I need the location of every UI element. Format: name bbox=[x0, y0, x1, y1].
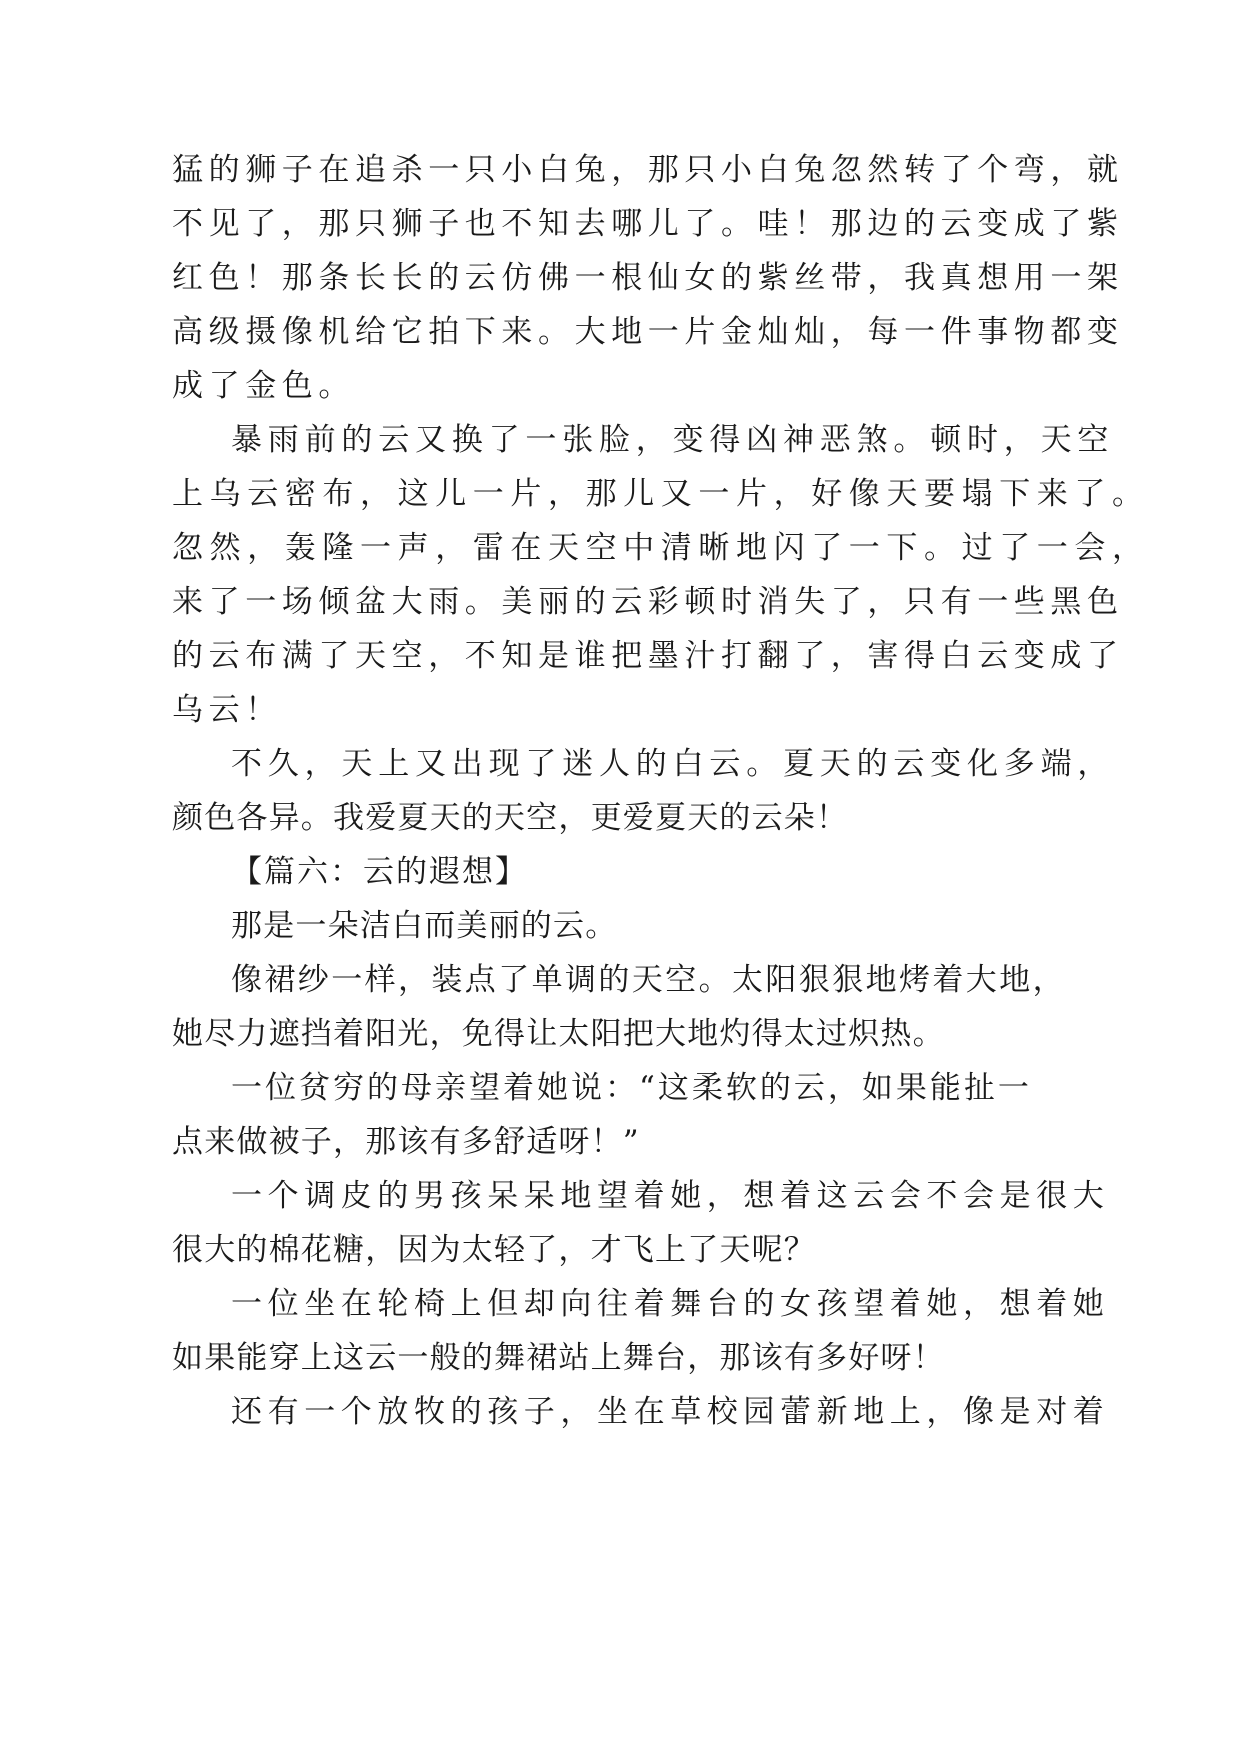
text-line: 颜色各异。我爱夏天的天空，更爱夏天的云朵！ bbox=[172, 800, 849, 836]
text-line: 乌云！ bbox=[172, 692, 282, 728]
text-line: 如果能穿上这云一般的舞裙站上舞台，那该有多好呀！ bbox=[172, 1340, 945, 1376]
text-line: 那是一朵洁白而美丽的云。 bbox=[231, 908, 618, 944]
text-line: 很大的棉花糖，因为太轻了，才飞上了天呢？ bbox=[172, 1232, 816, 1268]
text-line: 来了一场倾盆大雨。美丽的云彩顿时消失了，只有一些黑色 bbox=[172, 584, 1124, 620]
text-line: 猛的狮子在追杀一只小白兔，那只小白兔忽然转了个弯，就 bbox=[172, 152, 1124, 188]
text-line: 还有一个放牧的孩子，坐在草校园蕾新地上，像是对着 bbox=[231, 1394, 1110, 1430]
text-line: 上乌云密布，这儿一片，那儿又一片，好像天要塌下来了。 bbox=[172, 476, 1150, 512]
text-line: 像裙纱一样，装点了单调的天空。太阳狠狠地烤着大地， bbox=[231, 962, 1066, 998]
text-line: 暴雨前的云又换了一张脸，变得凶神恶煞。顿时，天空 bbox=[231, 422, 1115, 458]
text-line: 一位贫穷的母亲望着她说：“这柔软的云，如果能扯一 bbox=[231, 1070, 1032, 1106]
text-line: 一位坐在轮椅上但却向往着舞台的女孩望着她，想着她 bbox=[231, 1286, 1110, 1322]
text-line: 不久，天上又出现了迷人的白云。夏天的云变化多端， bbox=[231, 746, 1115, 782]
text-line: 一个调皮的男孩呆呆地望着她，想着这云会不会是很大 bbox=[231, 1178, 1110, 1214]
text-line: 成了金色。 bbox=[172, 368, 355, 404]
text-line: 忽然，轰隆一声，雷在天空中清晰地闪了一下。过了一会， bbox=[172, 530, 1150, 566]
text-line: 点来做被子，那该有多舒适呀！” bbox=[172, 1124, 640, 1160]
text-line: 高级摄像机给它拍下来。大地一片金灿灿，每一件事物都变 bbox=[172, 314, 1124, 350]
text-line: 红色！那条长长的云仿佛一根仙女的紫丝带，我真想用一架 bbox=[172, 260, 1124, 296]
text-line: 她尽力遮挡着阳光，免得让太阳把大地灼得太过炽热。 bbox=[172, 1016, 945, 1052]
text-line: 不见了，那只狮子也不知去哪儿了。哇！那边的云变成了紫 bbox=[172, 206, 1124, 242]
section-heading: 【篇六：云的遐想】 bbox=[231, 854, 528, 890]
text-line: 的云布满了天空，不知是谁把墨汁打翻了，害得白云变成了 bbox=[172, 638, 1124, 674]
